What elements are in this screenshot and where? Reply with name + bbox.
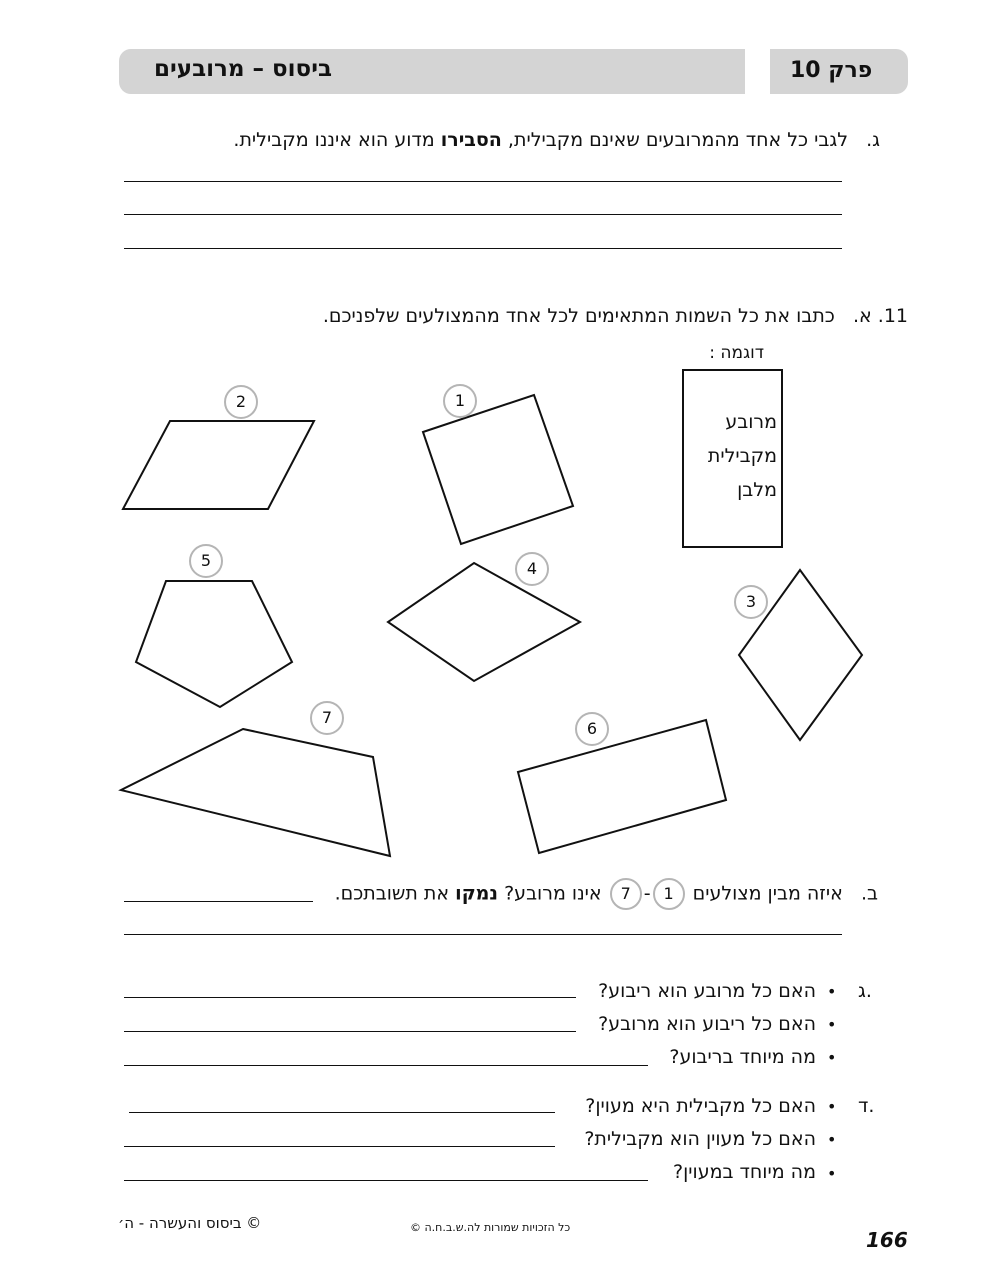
shape-number-circle: 3	[734, 585, 768, 619]
shape-5-pentagon	[136, 581, 292, 707]
shape-6-rectangle	[518, 720, 726, 853]
question-label: ג.	[866, 129, 880, 151]
question-item: האם כל מקבילית היא מעוין?	[585, 1095, 816, 1117]
example-name: מקבילית	[707, 445, 777, 467]
example-name: מלבן	[737, 479, 777, 501]
question-text: לגבי כל אחד מהמרובעים שאינם מקבילית,	[507, 129, 848, 151]
question-text: אינו מרובע?	[504, 882, 602, 905]
dash: -	[643, 882, 651, 905]
bullet-icon: •	[827, 1164, 837, 1183]
bullet-icon: •	[827, 1097, 837, 1116]
answer-line[interactable]	[124, 934, 842, 935]
question-b	[335, 878, 878, 910]
question-bold-word: נמקו	[455, 882, 499, 905]
shape-ref-circle: 7	[610, 878, 642, 910]
question-label: ג.	[858, 980, 872, 1002]
question-text: כתבו את כל השמות המתאימים לכל אחד מהמצולעים שלפניכם.	[322, 305, 835, 327]
shape-7-trapezoid	[121, 729, 390, 856]
question-label: ד.	[858, 1095, 875, 1117]
shape-number-circle: 2	[224, 385, 258, 419]
example-name: מרובע	[725, 411, 777, 433]
question-item: האם כל ריבוע הוא מרובע?	[598, 1013, 816, 1035]
question-item: האם כל מרובע הוא ריבוע?	[598, 980, 816, 1002]
question-label: ב.	[860, 882, 878, 905]
shape-number-circle: 1	[443, 384, 477, 418]
footer-copyright: © ביסוס והעשרה - ה׳	[118, 1214, 262, 1232]
footer-rights: כל הזכויות שמורות לה.ש.ב.ח.ה ©	[410, 1221, 571, 1234]
answer-line[interactable]	[124, 1146, 555, 1147]
bullet-icon: •	[827, 1015, 837, 1034]
bullet-icon: •	[827, 1048, 837, 1067]
page-title: ביסוס – מרובעים	[154, 56, 332, 82]
question-label: 11. א.	[852, 305, 908, 327]
shape-4-rhombus	[388, 563, 580, 681]
question-text: את תשובתכם.	[334, 882, 450, 905]
bullet-icon: •	[827, 1130, 837, 1149]
shape-number-circle: 7	[310, 701, 344, 735]
shape-number-circle: 5	[189, 544, 223, 578]
answer-line[interactable]	[129, 1112, 555, 1113]
shape-number-circle: 6	[575, 712, 609, 746]
example-label: דוגמה :	[709, 343, 764, 363]
answer-line[interactable]	[124, 901, 313, 902]
bullet-icon: •	[827, 982, 837, 1001]
answer-line[interactable]	[124, 997, 576, 998]
question-text: מדוע הוא איננו מקבילית.	[233, 129, 435, 151]
question-item: מה מיוחד במעוין?	[673, 1161, 816, 1183]
shape-ref-circle: 1	[653, 878, 685, 910]
question-item: מה מיוחד בריבוע?	[669, 1046, 816, 1068]
shape-2-parallelogram	[123, 421, 314, 509]
answer-line[interactable]	[124, 1031, 576, 1032]
shape-1-square	[423, 395, 573, 544]
answer-line[interactable]	[124, 1180, 648, 1181]
page-number: 166	[866, 1228, 908, 1252]
question-bold-word: הסבירו	[440, 129, 502, 151]
question-item: האם כל מעוין הוא מקבילית?	[584, 1128, 816, 1150]
shape-number-circle: 4	[515, 552, 549, 586]
answer-line[interactable]	[124, 1065, 648, 1066]
question-text: איזה מבין מצולעים	[692, 882, 843, 905]
chapter-label: פרק 10	[790, 58, 873, 83]
